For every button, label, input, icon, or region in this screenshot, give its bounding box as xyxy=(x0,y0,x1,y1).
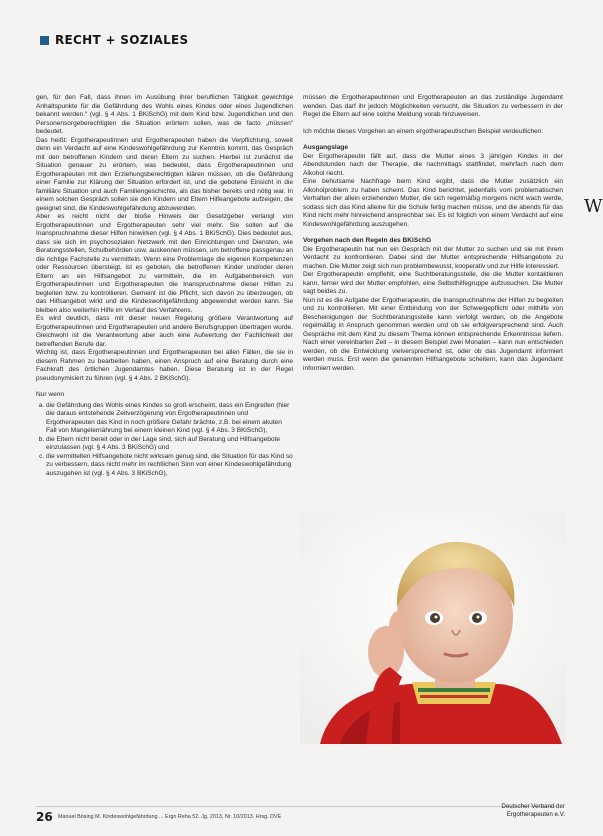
paragraph: Der Ergotherapeutin empfiehlt, eine Suchtberatungsstelle, die die Mutter kontaktieren kann, ferner wird der Mutter empfohlen, eine Selbsthilfegruppe aufzusuchen. Die Mutter sagt beides zu. xyxy=(303,271,563,295)
list-item: b. die Eltern nicht bereit oder in der Lage sind, sich auf Beratung und Hilfsangebote einzulassen (vgl. § 4 Abs. 3 BKiSchG) und xyxy=(46,436,293,453)
paragraph: Der Ergotherapeutin fällt auf, dass die Mutter eines 3 jährigen Kindes in der Abendstunden nach der Therapie, die nachmittags stattfindet, mehrfach nach dem Alkohol riecht. xyxy=(303,152,563,177)
paragraph: müssen die Ergotherapeutinnen und Ergotherapeuten an das zuständige Jugendamt wenden. Das darf ihr jedoch Möglichkeiten versucht, die Situation zu verbessern in der Regel die Eltern auf eine solche Meldung vorab hinzuweisen. xyxy=(303,94,563,118)
list-item: a. die Gefährdung des Wohls eines Kindes so groß erscheint, dass ein Eingreifen (hier die daraus entstehende Zeitverzögerung von Ergotherapeutinnen und Ergotherapeuten das Kind in noch größere Gefahr brächte, z.B. bei einem akuten Fall von Mangelernährung bei einem kleinen Kind (vgl. § 4 Abs. 3 BKiSchG), xyxy=(46,402,293,436)
list-item: c. die vermittelten Hilfsangebote nicht wirksam genug sind, die Situation für das Kind so zu verbessern, dass nicht mehr im rechtlichen Sinn von einer Kindeswohlgefährdung auszugehen ist (vgl. § 4 Abs. 3 BKiSchG), xyxy=(46,453,293,479)
child-photo-illustration xyxy=(300,512,566,744)
adjacent-page-edge-letter: W xyxy=(584,196,603,217)
section-title: RECHT + SOZIALES xyxy=(55,33,189,47)
paragraph: Eine behutsame Nachfrage beim Kind ergibt, dass die Mutter zusätzlich ein Alkoholproblem zu haben scheint. Das Kind berichtet, jedenfalls vom problematischen Verhalten der allein erziehenden Mutter, die sich regelmäßig morgens nicht wach werde, sodass sich das Kind alleine für die Schule fertig machen müsse, und die abends für das Kind nicht mehr hinreichend ansprechbar sei. Es ist folglich von einem Verdacht auf eine Kindeswohlgefährdung auszugehen. xyxy=(303,178,563,228)
subheading: Vorgehen nach den Regeln des BKiSchG xyxy=(303,237,432,244)
section-header xyxy=(40,33,188,47)
right-column xyxy=(303,94,563,373)
subheading: Ausgangslage xyxy=(303,144,349,151)
header-square-icon xyxy=(40,36,49,45)
publisher-line: Ergotherapeuten e.V. xyxy=(506,811,565,818)
left-column xyxy=(36,94,293,478)
paragraph: Nun ist es die Aufgabe der Ergotherapeutin, die Inanspruchnahme der Hilfen zu begleiten und zu kontrollieren. Mit einer Entbindung von der Schweigepflicht oder mithilfe von Bescheinigungen der Suchtberatungsstelle kann verfolgt werden, ob die Angebote regelmäßig in Anspruch genommen werden und ob sie erfolgversprechend sind. Auch Gespräche mit dem Kind zu diesem Thema können entsprechende Erkenntnisse liefern. Nach einer vereinbarten Zeit – in diesem Beispiel zwei Monaten – kann nun entschieden werden, ob die Entwicklung vielversprechend ist, oder ob das Jugendamt informiert werden muss. Erst wenn die genannten Hilfsangebote scheitern, kann das Jugendamt informiert werden. xyxy=(303,296,563,372)
paragraph: Die Ergotherapeutin hat nun ein Gespräch mit der Mutter zu suchen und sie mit ihrem Verdacht zu konfrontieren. Dabei sind der Mutter entsprechende Hilfsangebote zu machen. Die Mutter zeigt sich nun problembewusst, kooperativ und zur Hilfe interessiert. xyxy=(303,245,563,270)
paragraph: Es wird deutlich, dass mit dieser neuen Regelung größere Verantwortung auf Ergotherapeutinnen und Ergotherapeuten und andere Berufsgruppen übertragen wurde. Gleichwohl ist die Verantwortung aber auch eine Aufwertung der Fachlichkeit der betreffenden Berufe dar. xyxy=(36,315,293,348)
page-number: 26 xyxy=(36,810,53,824)
footer-divider xyxy=(36,806,556,807)
child-photo xyxy=(300,512,566,744)
publisher-line: Deutscher Verband der xyxy=(501,803,565,810)
paragraph: Das heißt: Ergotherapeutinnen und Ergotherapeuten haben die Verpflichtung, soweit denn ein Verdacht auf eine Kindeswohlgefährdung zur Kenntnis kommt, das Gespräch mit den betroffenen Kindern und deren Eltern zu suchen. Hierbei ist zunächst die Situation genauer zu erörtern, was bedeutet, dass Ergotherapeutinnen und Ergotherapeuten mit den Erziehungsberechtigten klären müssen, ob die Gefährdung einer Familie zur Klärung der Situation erfordert ist, und die gebotene Einsicht in die familiäre Situation und auch Familiengeschichte, als das bisher bereits und nötig war. In einem solchen Gespräch sollen sie den Kindern und Eltern Hilfeangebote aufzeigen, die geeignet sind, die Kindeswohlgefährdung abzuwenden. xyxy=(36,136,293,212)
publisher-block xyxy=(501,803,565,819)
conditions-list xyxy=(36,402,293,479)
paragraph: gen, für den Fall, dass ihnen im Ausübung ihrer beruflichen Tätigkeit gewichtige Anhaltspunkte für die Gefährdung des Wohls eines Kindes oder eines Jugendlichen bekannt werden.“ (vgl. § 4 Abs. 1 BKiSchG) mit dem Kind bzw. Jugendlichen und den Personensorgeberechtigten die Situation erörtern sollen, was de facto „müssen“ bedeutet. xyxy=(36,94,293,135)
list-intro: Nur wenn xyxy=(36,391,65,398)
paragraph: Ich möchte dieses Vorgehen an einem ergotherapeutischen Beispiel verdeutlichen: xyxy=(303,127,544,135)
paragraph: Wichtig ist, dass Ergotherapeutinnen und Ergotherapeuten bei allen Fällen, die sie in diesem Rahmen zu bearbeiten haben, einen Anspruch auf eine Beratung durch eine Fachkraft des örtlichen Jugendamtes haben. Diese Beratung ist in der Regel pseudonymisiert zu führen (vgl. § 4 Abs. 2 BKiSchG). xyxy=(36,349,293,382)
footer-citation: Manuel Bösing M. Kindeswohlgefährdung ... Ergo Reha 52. Jg. 2013, Nr. 10/2013. Hrsg. DVE xyxy=(58,814,282,820)
paragraph: Aber es reicht nicht der bloße Hinweis der Gesetzgeber verlangt von Ergotherapeutinnen und Ergotherapeuten sehr viel mehr. Sie sollen auf die Inanspruchnahme dieser Hilfen hinwirken (vgl. § 4 Abs. 1 BKiSchG). Dies bedeutet aus, dass sie sich im psychosozialen Netzwerk mit den Einrichtungen und Diensten, wie Beratungsstellen, Schulbehörden usw. auskennen müssen, um betroffene passgenau an die richtige Fachstelle zu vermitteln. Wenn eine Problemlage die eigenen Kompetenzen oder Ressourcen übersteigt, ist es geboten, die betroffenen Kinder und/oder deren Eltern an ein Hilfsangebot zu vermitteln, die im Aufgabenbereich von Ergotherapeutinnen und Ergotherapeuten die Inanspruchnahme dieser Hilfen zu begleiten bzw. zu kontrollieren. Gemeint ist die Pflicht, sich davon zu überzeugen, ob das Hilfsangebot wirkt und die Kindeswohlgefährdung abgewendet werden kann. Sie bleiben also weiterhin Hilfe im Verlauf des Verfahrens. xyxy=(36,213,293,314)
